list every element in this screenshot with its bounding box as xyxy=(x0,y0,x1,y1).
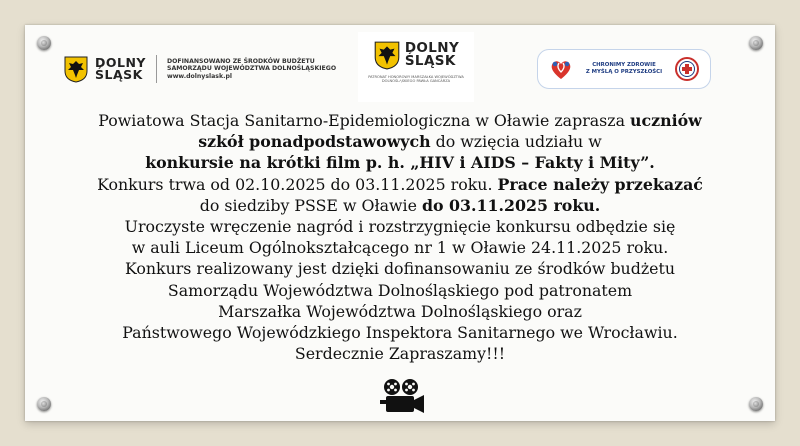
text-span: do siedziby PSSE w Oławie xyxy=(199,195,422,215)
sponsor-line1: DOFINANSOWANO ZE ŚRODKÓW BUDŻETU xyxy=(166,57,315,65)
closing-line: Serdecznie Zapraszamy!!! xyxy=(294,344,506,364)
text-span: do wzięcia udziału w xyxy=(430,132,602,152)
text-line: w auli Liceum Ogólnokształcącego nr 1 w Oławie 24.11.2025 roku. xyxy=(131,238,669,258)
contest-title: konkursie na krótki film p. h. „HIV i AIDS – Fakty i Mity”. xyxy=(145,153,655,173)
brand-wordmark xyxy=(405,42,459,68)
text-line xyxy=(40,195,760,216)
bold-text: Prace należy przekazać xyxy=(497,174,703,194)
patronage-caption xyxy=(366,75,466,84)
brand-wordmark xyxy=(95,57,146,81)
eagle-crest-icon xyxy=(63,55,89,83)
brand-line1: DOLNY xyxy=(95,55,146,70)
brand-line2: ŚLĄSK xyxy=(404,53,456,69)
campaign-line2: Z MYŚLĄ O PRZYSZŁOŚCI xyxy=(585,69,663,75)
sponsor-website: www.dolnyslask.pl xyxy=(166,72,233,80)
red-ribbon-heart-icon xyxy=(548,56,574,82)
deadline-text: do 03.11.2025 roku. xyxy=(421,195,601,215)
honorary-patronage-logo xyxy=(358,32,474,102)
text-line: Marszałka Województwa Dolnośląskiego oraz xyxy=(218,301,582,321)
eagle-crest-icon xyxy=(373,40,401,70)
bold-text: szkół ponadpodstawowych xyxy=(198,132,431,152)
text-span: Konkurs trwa od 02.10.2025 do 03.11.2025 roku. xyxy=(97,174,498,194)
divider xyxy=(156,55,157,83)
text-line: Państwowego Wojewódzkiego Inspektora Sanitarnego we Wrocławiu. xyxy=(122,323,678,343)
brand-line2: ŚLĄSK xyxy=(95,67,143,82)
sponsor-text xyxy=(167,58,336,81)
screw-icon xyxy=(37,36,51,50)
text-line: Konkurs realizowany jest dzięki dofinansowaniu ze środków budżetu xyxy=(124,259,676,279)
text-line xyxy=(40,152,760,173)
patronage-line1: PATRONAT HONOROWY MARSZAŁKA WOJEWÓDZTWA xyxy=(368,75,464,79)
text-line xyxy=(40,174,760,195)
bold-text: uczniów xyxy=(630,111,702,130)
film-projector-icon xyxy=(380,378,426,414)
screw-icon xyxy=(37,397,51,411)
screw-icon xyxy=(749,397,763,411)
text-span: Powiatowa Stacja Sanitarno-Epidemiologiczna w Oławie zaprasza xyxy=(98,111,631,130)
brand-line1: DOLNY xyxy=(404,40,460,56)
campaign-slogan xyxy=(586,62,662,76)
announcement-text xyxy=(40,110,760,364)
text-line: Uroczyste wręczenie nagród i rozstrzygnięcie konkursu odbędzie się xyxy=(124,217,676,237)
health-emblem-icon xyxy=(674,56,700,82)
dolny-slask-sponsor-logo xyxy=(63,55,336,83)
campaign-logo xyxy=(537,49,711,89)
text-line: Samorządu Województwa Dolnośląskiego pod patronatem xyxy=(167,280,633,300)
text-line xyxy=(40,131,760,152)
patronage-brand-row xyxy=(373,40,459,70)
patronage-line2: DOLNOŚLĄSKIEGO PAWŁA GANCARZA xyxy=(381,79,451,84)
campaign-line1: CHRONIMY ZDROWIE xyxy=(592,62,656,68)
text-line xyxy=(40,110,760,131)
sponsor-line2: SAMORZĄDU WOJEWÓDZTWA DOLNOŚLĄSKIEGO xyxy=(166,65,337,73)
screw-icon xyxy=(749,36,763,50)
